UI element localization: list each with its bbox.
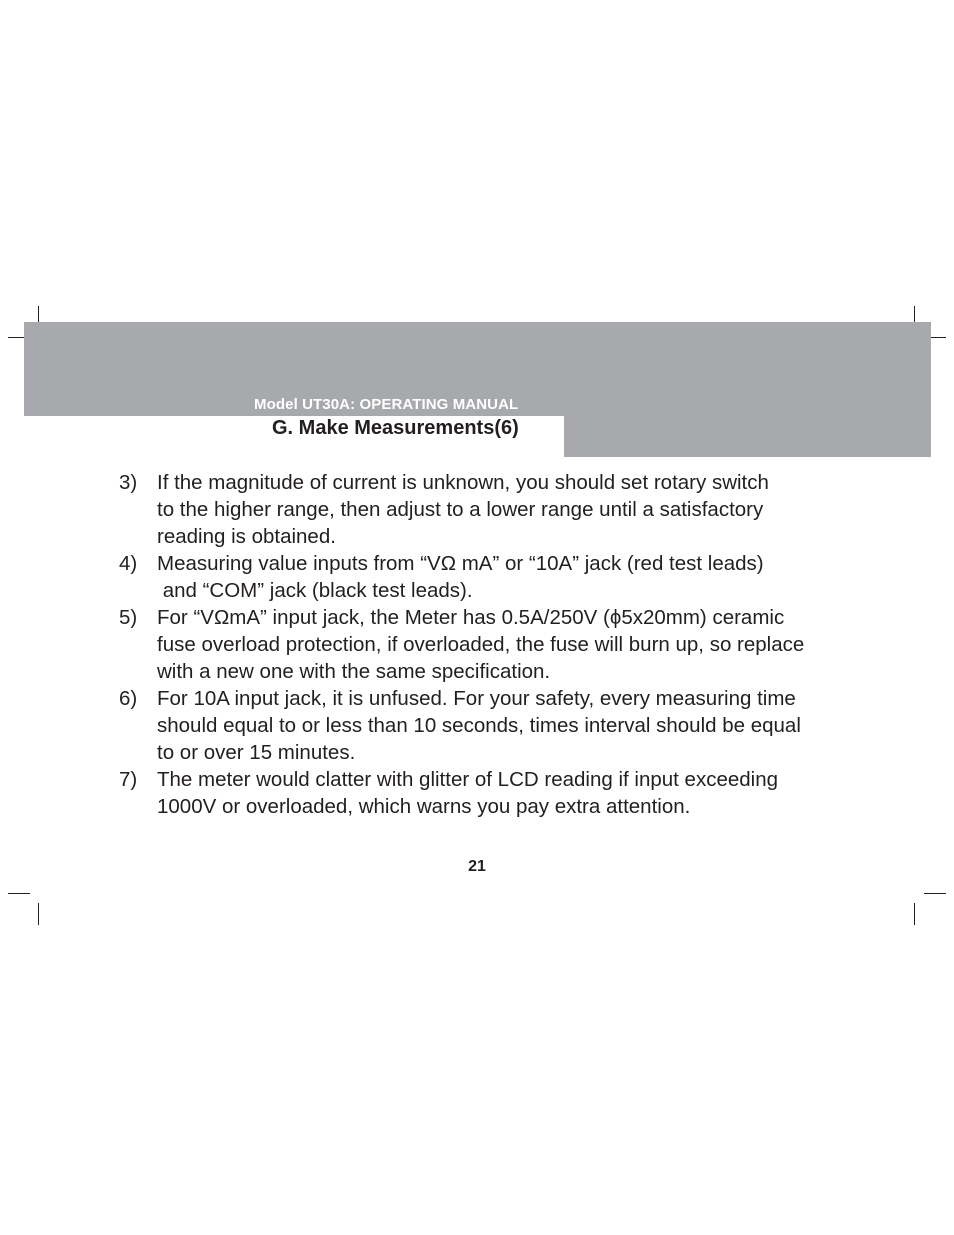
item-line: Measuring value inputs from “VΩ mA” or “10A” jack (red test leads) [157, 552, 764, 575]
item-number: 6) [119, 687, 138, 710]
list-item [119, 604, 859, 685]
item-line: If the magnitude of current is unknown, you should set rotary switch [157, 471, 769, 494]
item-line: For “VΩmA” input jack, the Meter has 0.5A/250V (ϕ5x20mm) ceramic [157, 606, 785, 629]
page-number: 21 [468, 858, 486, 875]
list-item [119, 550, 859, 604]
item-line: The meter would clatter with glitter of LCD reading if input exceeding [157, 768, 779, 791]
item-line: 1000V or overloaded, which warns you pay extra attention. [157, 795, 691, 818]
item-line: fuse overload protection, if overloaded, the fuse will burn up, so replace [157, 633, 805, 656]
instruction-list [119, 469, 859, 820]
crop-mark-bottom-right-horizontal [924, 893, 946, 894]
item-number: 4) [119, 552, 138, 575]
header-band [24, 322, 931, 457]
list-item [119, 469, 859, 550]
item-number: 3) [119, 471, 138, 494]
item-number: 5) [119, 606, 138, 629]
item-line: to the higher range, then adjust to a lower range until a satisfactory [157, 498, 764, 521]
list-item [119, 685, 859, 766]
section-title: G. Make Measurements(6) [272, 417, 519, 439]
item-line: should equal to or less than 10 seconds, times interval should be equal [157, 714, 801, 737]
crop-mark-bottom-right-vertical [914, 903, 915, 925]
crop-mark-bottom-left-vertical [38, 903, 39, 925]
item-line: and “COM” jack (black test leads). [157, 579, 473, 602]
item-line: to or over 15 minutes. [157, 741, 356, 764]
item-line: For 10A input jack, it is unfused. For your safety, every measuring time [157, 687, 796, 710]
item-number: 7) [119, 768, 138, 791]
crop-mark-bottom-left-horizontal [8, 893, 30, 894]
list-item [119, 766, 859, 820]
manual-title: Model UT30A: OPERATING MANUAL [254, 396, 519, 413]
item-line: reading is obtained. [157, 525, 336, 548]
item-line: with a new one with the same specification. [157, 660, 551, 683]
